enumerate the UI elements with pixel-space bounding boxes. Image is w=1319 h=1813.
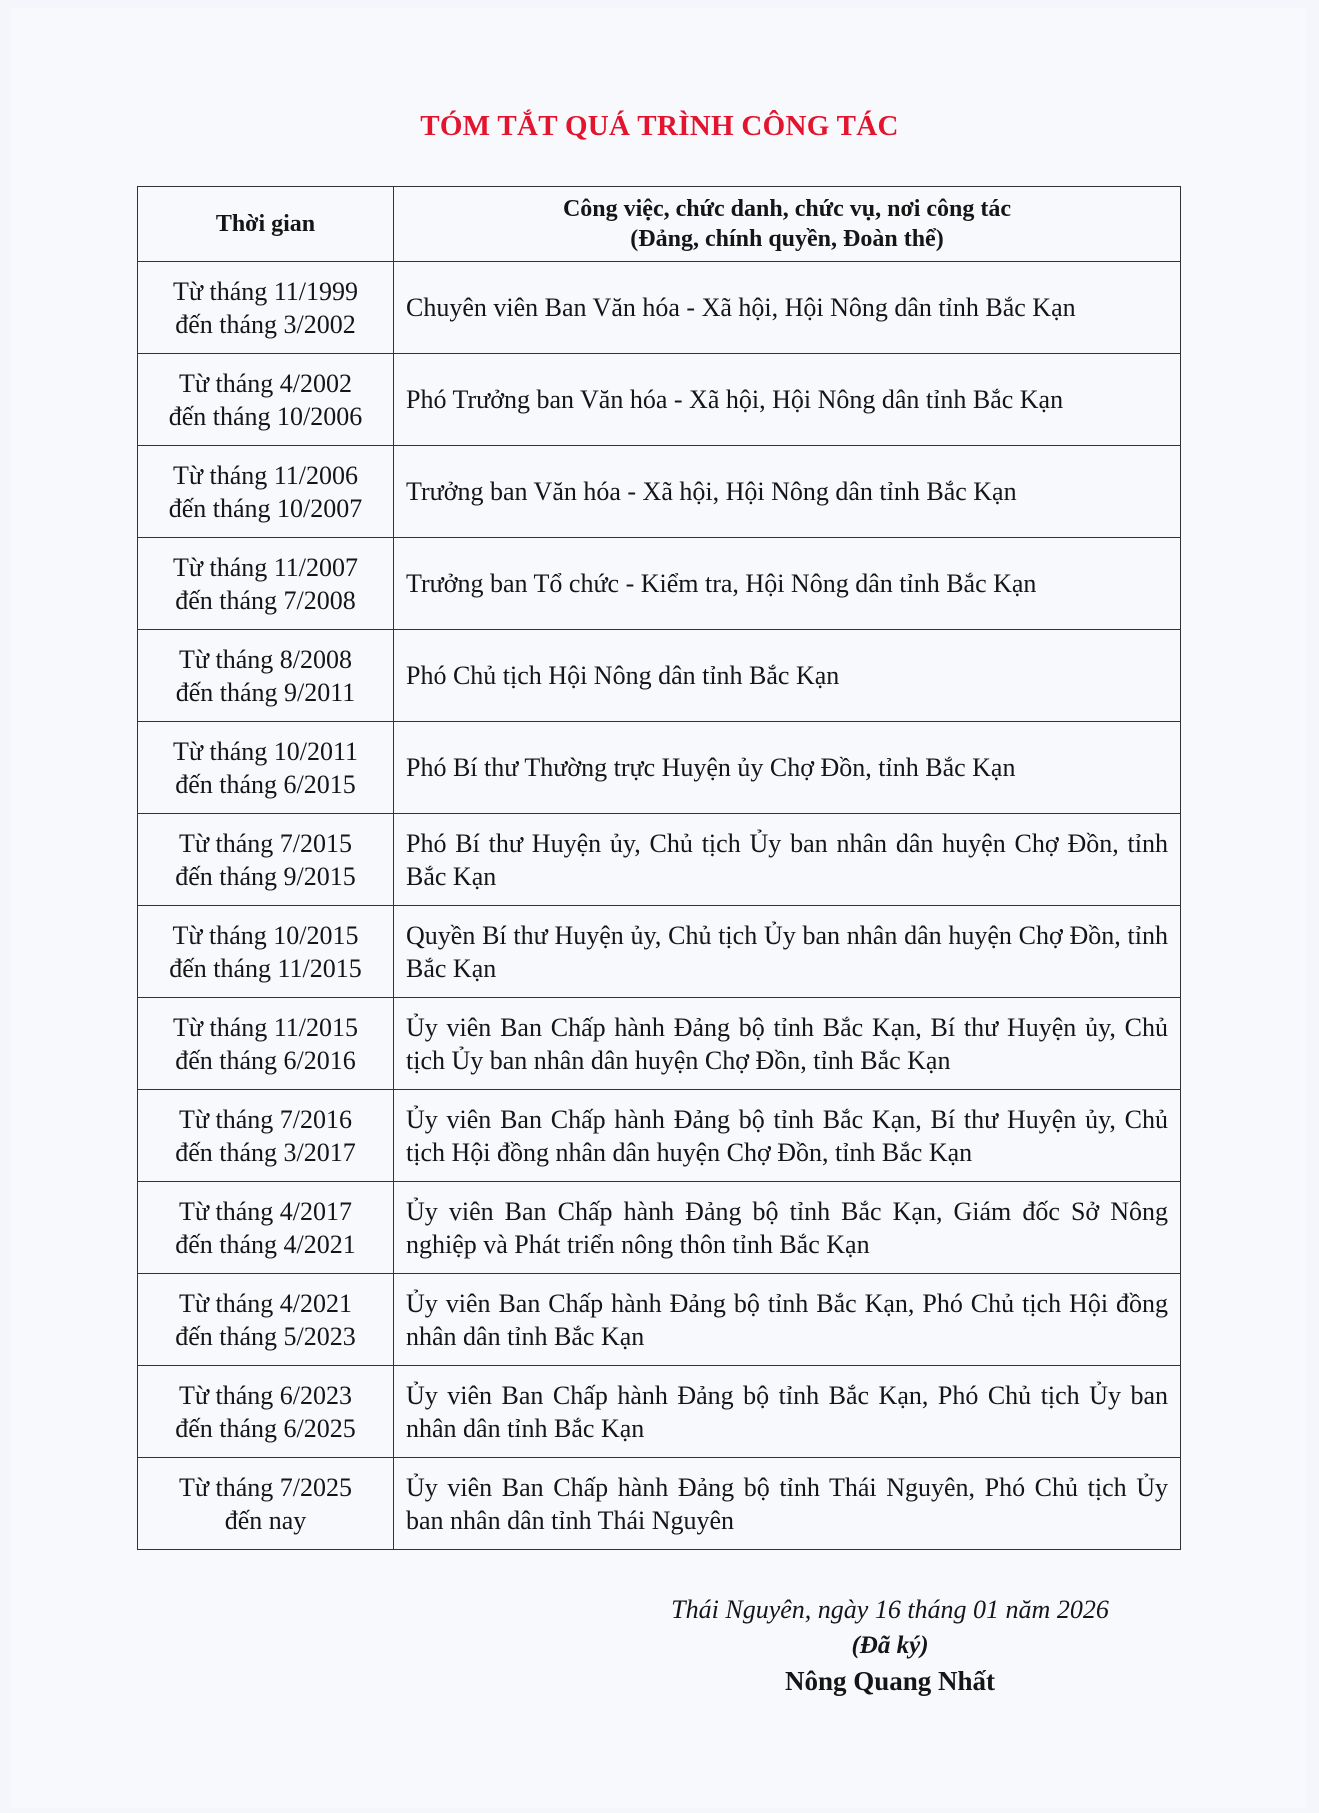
job-cell: Phó Chủ tịch Hội Nông dân tỉnh Bắc Kạn [394, 630, 1181, 722]
signature-place-date: Thái Nguyên, ngày 16 tháng 01 năm 2026 [671, 1595, 1109, 1624]
signer-name: Nông Quang Nhất [784, 1666, 996, 1696]
job-cell: Ủy viên Ban Chấp hành Đảng bộ tỉnh Bắc Kạn, Phó Chủ tịch Ủy ban nhân dân tỉnh Bắc Kạn [394, 1366, 1181, 1458]
job-cell: Trưởng ban Tổ chức - Kiểm tra, Hội Nông dân tỉnh Bắc Kạn [394, 538, 1181, 630]
job-cell: Phó Trưởng ban Văn hóa - Xã hội, Hội Nông dân tỉnh Bắc Kạn [394, 354, 1181, 446]
header-time: Thời gian [138, 187, 394, 262]
table-row [138, 630, 1181, 722]
header-job-line2: (Đảng, chính quyền, Đoàn thể) [630, 226, 944, 252]
time-cell [138, 722, 394, 814]
time-from: Từ tháng 7/2025 [179, 1472, 352, 1502]
time-cell [138, 538, 394, 630]
table-row [138, 1182, 1181, 1274]
time-from: Từ tháng 7/2015 [179, 828, 352, 858]
time-cell [138, 814, 394, 906]
time-cell [138, 998, 394, 1090]
time-to: đến tháng 9/2011 [175, 677, 356, 707]
table-row [138, 1090, 1181, 1182]
header-job [394, 187, 1181, 262]
job-cell: Phó Bí thư Thường trực Huyện ủy Chợ Đồn, tỉnh Bắc Kạn [394, 722, 1181, 814]
table-row [138, 446, 1181, 538]
time-cell [138, 1182, 394, 1274]
table-row [138, 1366, 1181, 1458]
time-cell [138, 1090, 394, 1182]
time-to: đến tháng 4/2021 [175, 1229, 356, 1259]
document-title: TÓM TẮT QUÁ TRÌNH CÔNG TÁC [420, 110, 899, 142]
time-from: Từ tháng 7/2016 [179, 1104, 352, 1134]
time-cell [138, 1458, 394, 1550]
time-to: đến tháng 6/2025 [175, 1413, 356, 1443]
time-from: Từ tháng 4/2017 [179, 1196, 352, 1226]
table-row [138, 998, 1181, 1090]
time-to: đến tháng 10/2006 [168, 401, 363, 431]
time-to: đến tháng 11/2015 [169, 953, 362, 983]
job-cell: Ủy viên Ban Chấp hành Đảng bộ tỉnh Thái Nguyên, Phó Chủ tịch Ủy ban nhân dân tỉnh Thái Nguyên [394, 1458, 1181, 1550]
time-from: Từ tháng 4/2021 [179, 1288, 352, 1318]
job-cell: Ủy viên Ban Chấp hành Đảng bộ tỉnh Bắc Kạn, Bí thư Huyện ủy, Chủ tịch Hội đồng nhân dân huyện Chợ Đồn, tỉnh Bắc Kạn [394, 1090, 1181, 1182]
career-summary-table [137, 186, 1181, 1550]
table-row [138, 262, 1181, 354]
job-cell: Ủy viên Ban Chấp hành Đảng bộ tỉnh Bắc Kạn, Bí thư Huyện ủy, Chủ tịch Ủy ban nhân dân huyện Chợ Đồn, tỉnh Bắc Kạn [394, 998, 1181, 1090]
job-cell: Ủy viên Ban Chấp hành Đảng bộ tỉnh Bắc Kạn, Giám đốc Sở Nông nghiệp và Phát triển nông thôn tỉnh Bắc Kạn [394, 1182, 1181, 1274]
signature-status: (Đã ký) [851, 1632, 929, 1659]
time-from: Từ tháng 11/1999 [173, 276, 358, 306]
time-to: đến tháng 7/2008 [175, 585, 356, 615]
table-row [138, 354, 1181, 446]
time-to: đến tháng 6/2015 [175, 769, 356, 799]
time-to: đến tháng 6/2016 [175, 1045, 356, 1075]
time-cell [138, 262, 394, 354]
time-from: Từ tháng 10/2015 [172, 920, 359, 950]
table-row [138, 538, 1181, 630]
time-to: đến tháng 3/2017 [175, 1137, 356, 1167]
time-to: đến tháng 9/2015 [175, 861, 356, 891]
header-job-line1: Công việc, chức danh, chức vụ, nơi công tác [562, 196, 1012, 222]
time-from: Từ tháng 11/2015 [173, 1012, 358, 1042]
time-from: Từ tháng 8/2008 [179, 644, 352, 674]
table-row [138, 814, 1181, 906]
time-from: Từ tháng 11/2006 [173, 460, 358, 490]
time-from: Từ tháng 4/2002 [179, 368, 352, 398]
table-row [138, 906, 1181, 998]
time-to: đến tháng 10/2007 [168, 493, 363, 523]
job-cell: Quyền Bí thư Huyện ủy, Chủ tịch Ủy ban nhân dân huyện Chợ Đồn, tỉnh Bắc Kạn [394, 906, 1181, 998]
time-cell [138, 446, 394, 538]
table-row [138, 1458, 1181, 1550]
job-cell: Chuyên viên Ban Văn hóa - Xã hội, Hội Nông dân tỉnh Bắc Kạn [394, 262, 1181, 354]
time-from: Từ tháng 6/2023 [179, 1380, 352, 1410]
table-row [138, 722, 1181, 814]
time-to: đến nay [224, 1505, 307, 1535]
table-header-row [138, 187, 1181, 262]
table-row [138, 1274, 1181, 1366]
time-to: đến tháng 5/2023 [175, 1321, 356, 1351]
time-from: Từ tháng 10/2011 [173, 736, 358, 766]
job-cell: Trưởng ban Văn hóa - Xã hội, Hội Nông dân tỉnh Bắc Kạn [394, 446, 1181, 538]
time-cell [138, 1274, 394, 1366]
time-cell [138, 1366, 394, 1458]
time-to: đến tháng 3/2002 [175, 309, 356, 339]
job-cell: Phó Bí thư Huyện ủy, Chủ tịch Ủy ban nhân dân huyện Chợ Đồn, tỉnh Bắc Kạn [394, 814, 1181, 906]
time-from: Từ tháng 11/2007 [173, 552, 358, 582]
time-cell [138, 354, 394, 446]
time-cell [138, 630, 394, 722]
job-cell: Ủy viên Ban Chấp hành Đảng bộ tỉnh Bắc Kạn, Phó Chủ tịch Hội đồng nhân dân tỉnh Bắc Kạn [394, 1274, 1181, 1366]
time-cell [138, 906, 394, 998]
